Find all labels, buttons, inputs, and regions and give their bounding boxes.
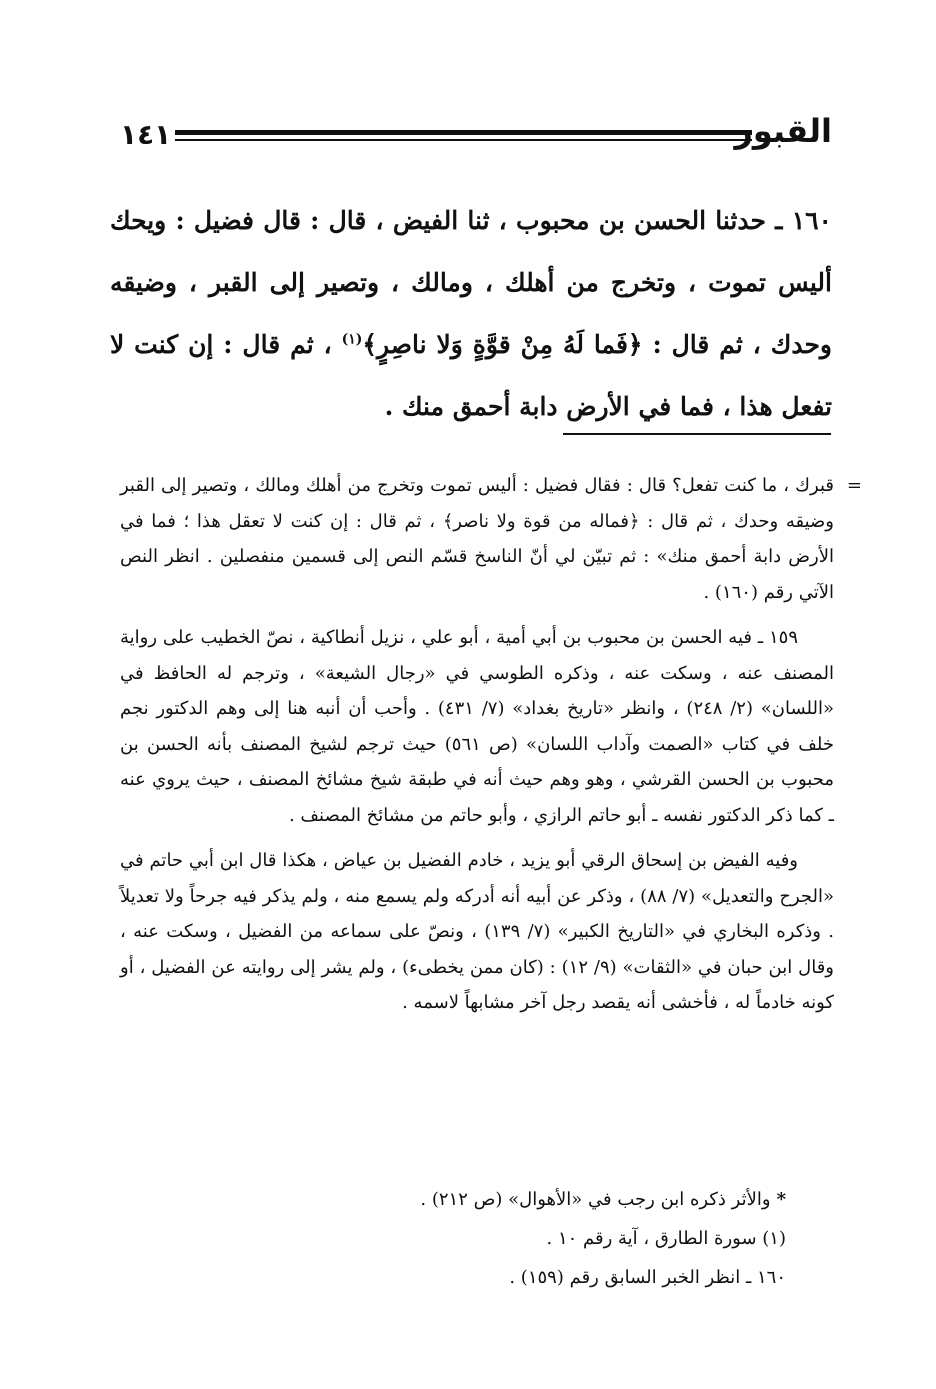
short-notes: [420, 1180, 786, 1297]
page-number: ١٤١: [120, 118, 172, 151]
running-title: القبور: [734, 112, 832, 150]
hadith-160: [110, 190, 832, 438]
footnote-159: ١٥٩ ـ فيه الحسن بن محبوب بن أبي أمية ، أبو علي ، نزيل أنطاكية ، نصّ الخطيب على رواية المصنف عنه ، وسكت عنه ، وذكره الطوسي في «رجال الشيعة» ، وترجم له الحافظ في «اللسان» (٢/ ٢٤٨) ، وانظر «تاريخ بغداد» (٧/ ٤٣١) . وأحب أن أنبه هنا إلى وهم الدكتور نجم خلف في كتاب «الصمت وآداب اللسان» (ص ٥٦١) حيث ترجم لشيخ المصنف بأنه الحسن بن محبوب بن الحسن القرشي ، وهو وهم حيث أنه في طبقة شيخ مشائخ المصنف ، حيث يروي عنه ـ كما ذكر الدكتور نفسه ـ أبو حاتم الرازي ، وأبو حاتم من مشائخ المصنف .: [120, 627, 835, 826]
footnote-1: (١) سورة الطارق ، آية رقم ١٠ .: [546, 1228, 786, 1249]
star-icon: *: [776, 1189, 786, 1210]
hadith-160-text: ١٦٠ ـ حدثنا الحسن بن محبوب ، ثنا الفيض ، قال : قال فضيل : ويحك أليس تموت ، وتخرج من أهلك ، ومالك ، وتصير إلى القبر ، وضيقه وحدك ، ثم قال : ﴿فَما لَهُ مِنْ قوَّةٍ وَلا ناصِرٍ﴾: [110, 206, 832, 359]
footnote-continuation-text: قبرك ، ما كنت تفعل؟ قال : فقال فضيل : أليس تموت وتخرج من أهلك ومالك ، وتصير إلى القبر وضيقه وحدك ، ثم قال : ﴿فماله من قوة ولا ناصر﴾ ، ثم قال : إن كنت لا تعقل هذا ؛ فما في الأرض دابة أحمق منك» : ثم تبيّن لي أنّ الناسخ قسّم النص إلى قسمين منفصلين . انظر النص الآتي رقم (١٦٠) .: [120, 475, 834, 603]
footnote-160: ١٦٠ ـ انظر الخبر السابق رقم (١٥٩) .: [509, 1267, 786, 1288]
footnote-faid: وفيه الفيض بن إسحاق الرقي أبو يزيد ، خادم الفضيل بن عياض ، هكذا قال ابن أبي حاتم في «الجرح والتعديل» (٧/ ٨٨) ، وذكر عن أبيه أنه أدركه ولم يسمع منه ، ولم يذكر فيه جرحاً ولا تعديلاً . وذكره البخاري في «التاريخ الكبير» (٧/ ١٣٩) ، ونصّ على سماعه من الفضيل ، وسكت عنه ، وقال ابن حبان في «الثقات» (٩/ ١٢) : (كان ممن يخطىء) ، ولم يشر إلى روايته عن الفضيل ، أو كونه خادماً له ، فأخشى أنه يقصد رجل آخر مشابهاً لاسمه .: [120, 850, 835, 1013]
continuation-mark: =: [846, 475, 862, 496]
star-note: [420, 1180, 786, 1219]
page-header: [120, 112, 832, 152]
header-rule-thick: [175, 130, 752, 135]
footnote-continuation: [120, 468, 862, 610]
footnote-ref-1: (١): [341, 331, 363, 348]
header-rule-thin: [175, 139, 752, 141]
main-text: [110, 190, 832, 438]
star-note-text: والأثر ذكره ابن رجب في «الأهوال» (ص ٢١٢) .: [420, 1189, 771, 1210]
footnotes: [120, 468, 862, 1031]
footnote-separator: [563, 433, 831, 435]
hadith-160-text-end: ، ثم قال : إن كنت لا تفعل هذا ، فما في الأرض دابة أحمق منك .: [110, 330, 832, 421]
